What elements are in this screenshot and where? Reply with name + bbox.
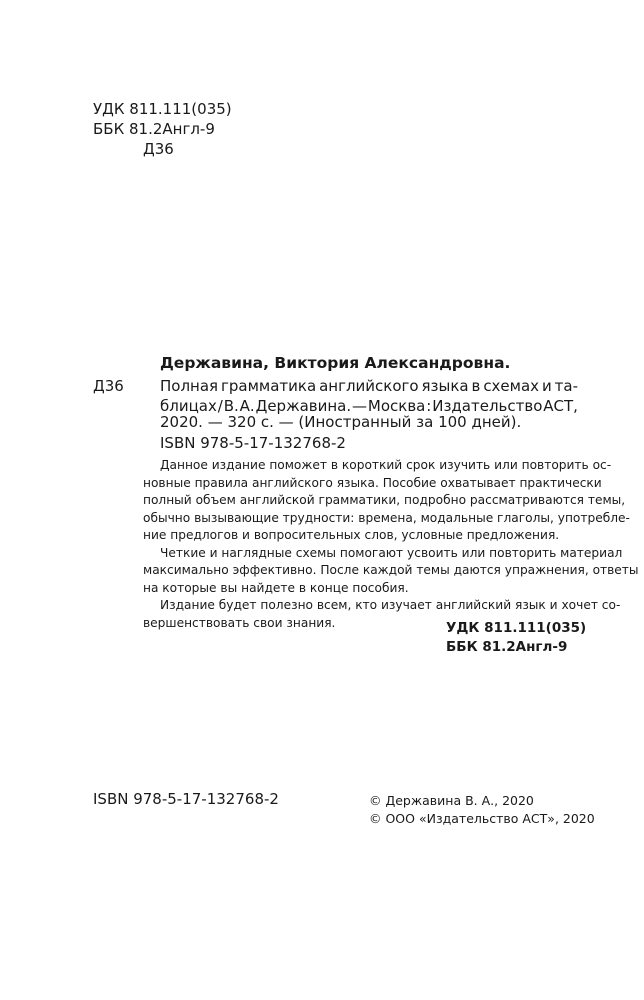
top-cutter-mark: Д36	[143, 140, 174, 158]
annotation-line: обычно вызывающие трудности: времена, модальные глаголы, употребле-	[143, 510, 630, 525]
title-word: Москва	[367, 397, 426, 415]
title-word: Издательство	[432, 397, 543, 415]
title-word: А.	[239, 397, 255, 415]
annotation-line: ние предлогов и вопросительных слов, условные предложения.	[143, 528, 560, 542]
title-word: /	[217, 397, 223, 415]
title-word: В.	[223, 397, 239, 415]
title-word: языка	[421, 377, 469, 395]
title-word: АСТ,	[543, 397, 578, 415]
title-line-1	[160, 376, 578, 396]
annotation-line: Данное издание поможет в короткий срок изучить или повторить ос-	[160, 458, 612, 472]
bold-bbk-code: ББК 81.2Англ-9	[446, 639, 568, 655]
title-word: —	[352, 397, 368, 415]
title-word: Полная	[160, 377, 219, 395]
footer-isbn: ISBN 978-5-17-132768-2	[93, 790, 279, 808]
top-udk-code: УДК 811.111(035)	[93, 100, 232, 118]
annotation-line: вершенствовать свои знания.	[143, 615, 336, 630]
record-isbn: ISBN 978-5-17-132768-2	[160, 434, 346, 452]
annotation-line: Издание будет полезно всем, кто изучает английский язык и хочет со-	[160, 598, 621, 612]
author-heading: Державина, Виктория Александровна.	[160, 354, 511, 372]
annotation-line: полный объем английской грамматики, подробно рассматриваются темы,	[143, 493, 626, 507]
title-line-3: 2020. — 320 с. — (Иностранный за 100 дней).	[160, 413, 522, 431]
title-word: английского	[319, 377, 419, 395]
annotation-line: максимально эффективно. После каждой темы даются упражнения, ответы	[143, 563, 639, 577]
title-word: в	[471, 377, 481, 395]
bold-udk-code: УДК 811.111(035)	[446, 620, 587, 636]
record-cutter-mark: Д36	[93, 377, 124, 395]
title-word: блицах	[160, 397, 217, 415]
title-word: та-	[554, 377, 578, 395]
title-word: грамматика	[221, 377, 317, 395]
title-word: Державина.	[255, 397, 352, 415]
annotation-line: Четкие и наглядные схемы помогают усвоить или повторить материал	[160, 545, 623, 560]
title-word: :	[426, 397, 432, 415]
title-word: и	[541, 377, 552, 395]
top-bbk-code: ББК 81.2Англ-9	[93, 120, 215, 138]
copyright-publisher: © ООО «Издательство АСТ», 2020	[369, 811, 595, 826]
copyright-author: © Державина В. А., 2020	[369, 793, 534, 808]
title-word: схемах	[483, 377, 540, 395]
annotation-line: новные правила английского языка. Пособие охватывает практически	[143, 475, 602, 490]
annotation-line: на которые вы найдете в конце пособия.	[143, 580, 409, 595]
